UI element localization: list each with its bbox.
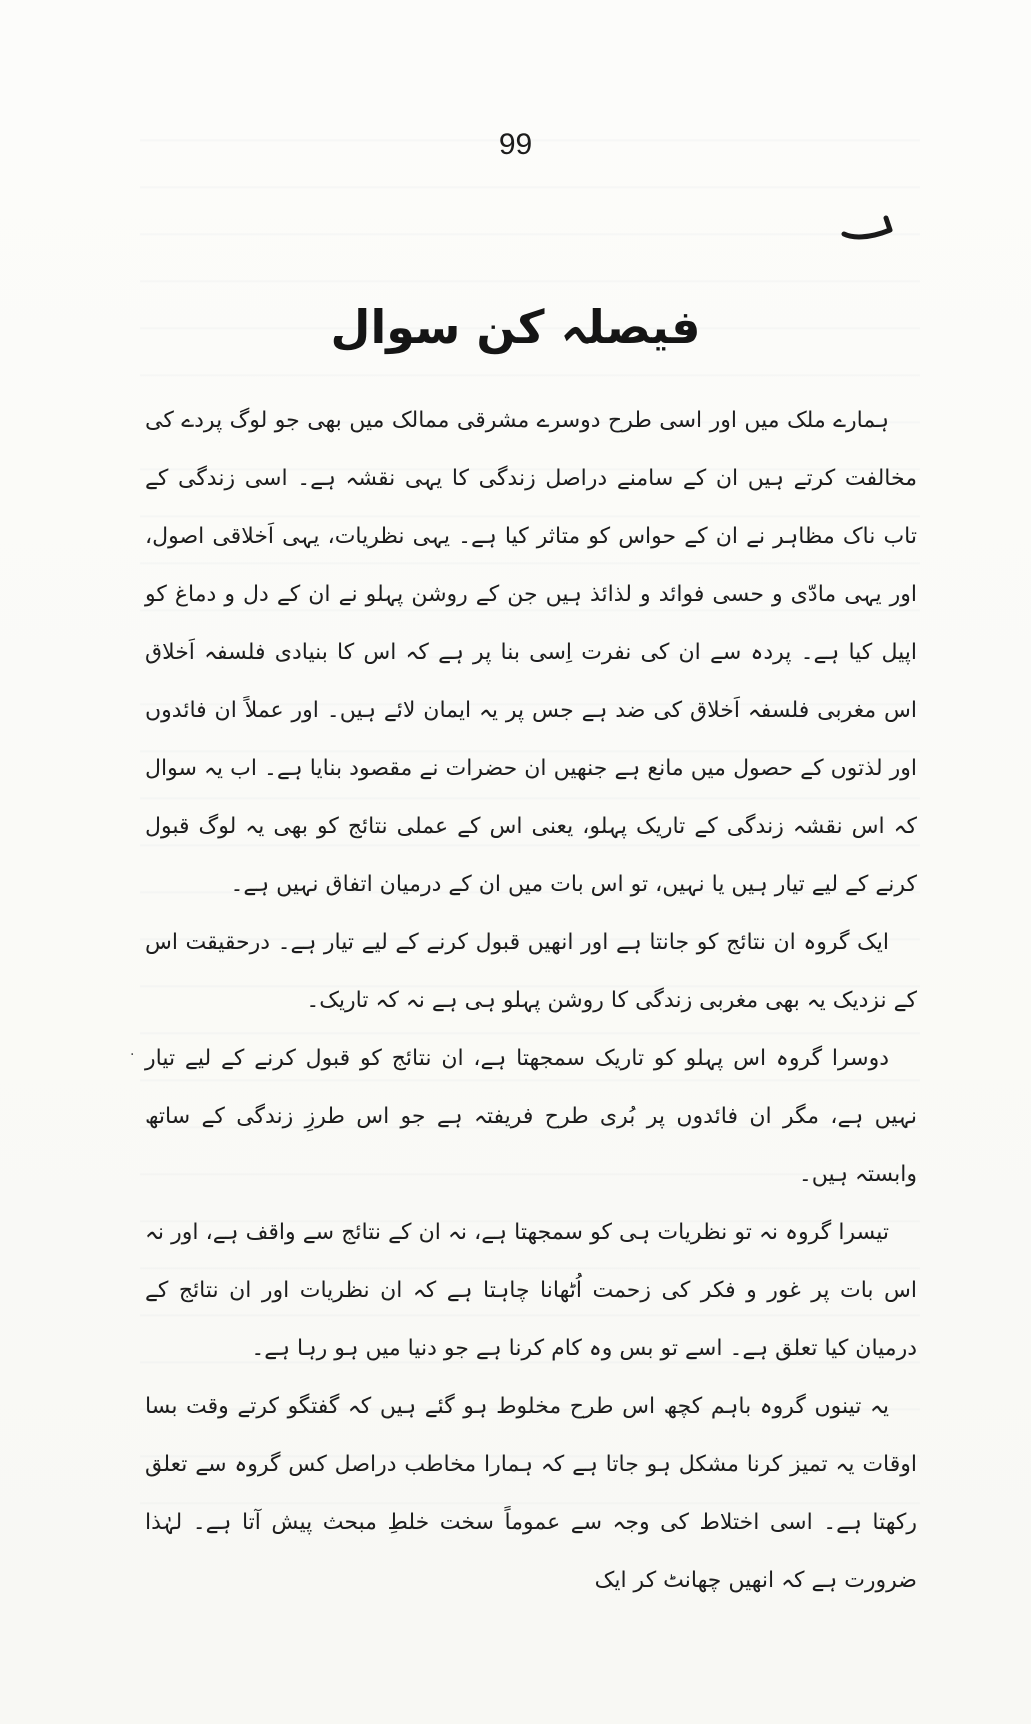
chapter-number-mark [838,208,898,248]
page-number: 99 [498,128,533,161]
paragraph-1: ہمارے ملک میں اور اسی طرح دوسرے مشرقی ممالک میں بھی جو لوگ پردے کی مخالفت کرتے ہیں ان کے سامنے دراصل زندگی کا یہی نقشہ ہے۔ اسی زندگی کے تاب ناک مظاہر نے ان کے حواس کو متاثر کیا ہے۔ یہی نظریات، یہی اَخلاقی اصول، اور یہی مادّی و حسی فوائد و لذائذ ہیں جن کے روشن پہلو نے ان کے دل و دماغ کو اپیل کیا ہے۔ پردہ سے ان کی نفرت اِسی بنا پر ہے کہ اس کا بنیادی فلسفہ اَخلاق اس مغربی فلسفہ اَخلاق کی ضد ہے جس پر یہ ایمان لائے ہیں۔ اور عملاً ان فائدوں اور لذتوں کے حصول میں مانع ہے جنھیں ان حضرات نے مقصود بنایا ہے۔ اب یہ سوال کہ اس نقشہ زندگی کے تاریک پہلو، یعنی اس کے عملی نتائج کو بھی یہ لوگ قبول کرنے کے لیے تیار ہیں یا نہیں، تو اس بات میں ان کے درمیان اتفاق نہیں ہے۔ [145,408,918,897]
paragraph-5: یہ تینوں گروہ باہم کچھ اس طرح مخلوط ہو گئے ہیں کہ گفتگو کرتے وقت بسا اوقات یہ تمیز کرنا مشکل ہو جاتا ہے کہ ہمارا مخاطب دراصل کس گروہ سے تعلق رکھتا ہے۔ اسی اختلاط کی وجہ سے عموماً سخت خلطِ مبحث پیش آتا ہے۔ لہٰذا ضرورت ہے کہ انھیں چھانٹ کر ایک [145,1394,917,1593]
body-text [145,392,917,1610]
scan-speck: · [130,1047,135,1063]
page-title: فیصلہ کن سوال [330,300,701,354]
paragraph-3: دوسرا گروہ اس پہلو کو تاریک سمجھتا ہے، ان نتائج کو قبول کرنے کے لیے تیار نہیں ہے، مگر ان فائدوں پر بُری طرح فریفتہ ہے جو اس طرزِ زندگی کے ساتھ وابستہ ہیں۔ [145,1046,917,1187]
paragraph-4: تیسرا گروہ نہ تو نظریات ہی کو سمجھتا ہے، نہ ان کے نتائج سے واقف ہے، اور نہ اس بات پر غور و فکر کی زحمت اُٹھانا چاہتا ہے کہ ان نظریات اور ان نتائج کے درمیان کیا تعلق ہے۔ اسے تو بس وہ کام کرنا ہے جو دنیا میں ہو رہا ہے۔ [145,1220,917,1361]
paragraph-2: ایک گروہ ان نتائج کو جانتا ہے اور انھیں قبول کرنے کے لیے تیار ہے۔ درحقیقت اس کے نزدیک یہ بھی مغربی زندگی کا روشن پہلو ہی ہے نہ کہ تاریک۔ [145,930,917,1013]
